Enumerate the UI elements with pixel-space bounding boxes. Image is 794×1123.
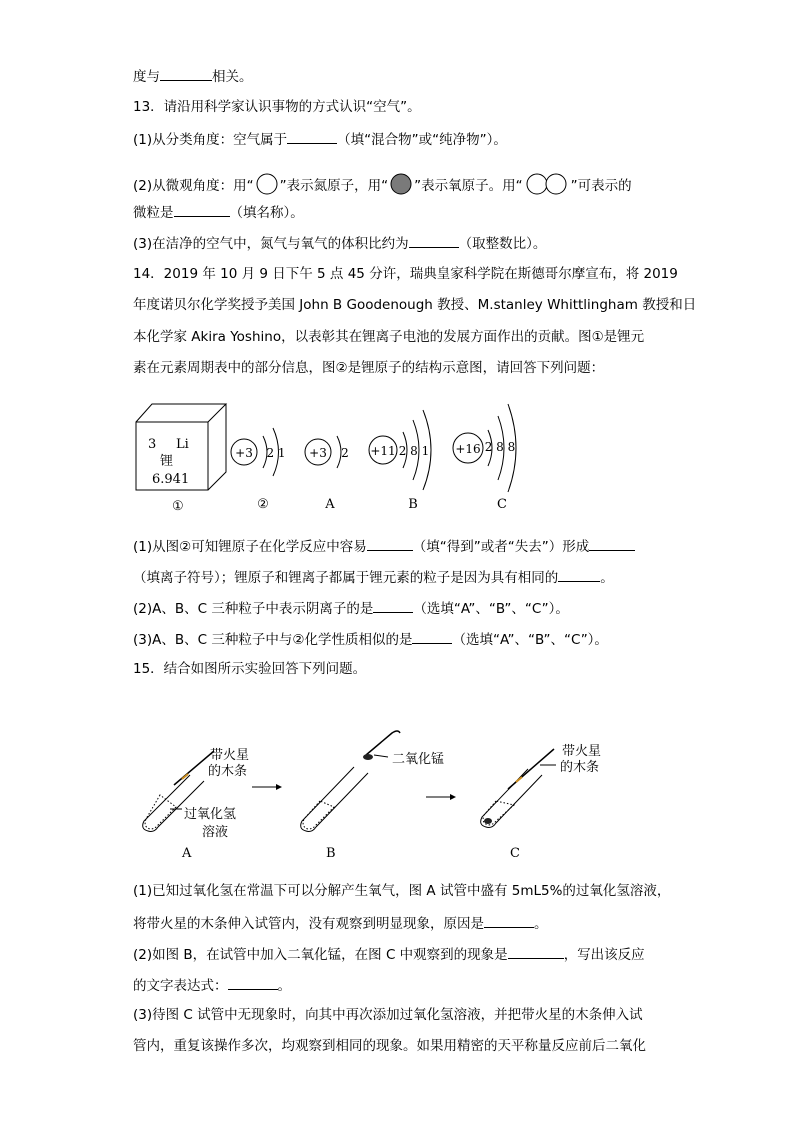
answer-blank[interactable] bbox=[589, 536, 635, 551]
answer-blank[interactable] bbox=[373, 598, 413, 613]
text: (3)A、B、C 三种粒子中与②化学性质相似的是 bbox=[133, 632, 413, 648]
figure-label: B bbox=[408, 497, 418, 512]
figure-label: ② bbox=[257, 497, 269, 512]
answer-blank[interactable] bbox=[412, 629, 452, 644]
question-13-part-1 bbox=[133, 129, 507, 149]
text: 相关。 bbox=[212, 69, 253, 85]
electron-shells: 2 8 1 bbox=[398, 444, 430, 458]
electron-shells: 2 1 bbox=[266, 446, 286, 460]
question-14-part-1 bbox=[133, 536, 635, 556]
answer-blank[interactable] bbox=[228, 975, 278, 990]
answer-blank[interactable] bbox=[508, 944, 564, 959]
element-name: 锂 bbox=[160, 454, 174, 469]
nitrogen-molecule-icon bbox=[523, 173, 571, 199]
label-splint: 带火星 bbox=[210, 748, 250, 763]
question-13-title: 13．请沿用科学家认识事物的方式认识“空气”。 bbox=[133, 99, 421, 115]
text: （选填“A”、“B”、“C”）。 bbox=[452, 632, 608, 648]
question-14-part-2 bbox=[133, 598, 569, 618]
element-cell-diagram bbox=[136, 404, 226, 514]
text: 将带火星的木条伸入试管内，没有观察到明显现象，原因是 bbox=[133, 916, 484, 932]
test-tube-a bbox=[143, 747, 249, 861]
arrow-icon bbox=[426, 794, 456, 800]
test-tube-c bbox=[481, 743, 601, 861]
text: (1)从分类角度：空气属于 bbox=[133, 132, 288, 148]
figure-label: C bbox=[497, 497, 507, 512]
label-splint: 的木条 bbox=[208, 764, 248, 779]
figure-label: C bbox=[510, 846, 520, 861]
text: 微粒是 bbox=[133, 205, 174, 221]
text: (1)从图②可知锂原子在化学反应中容易 bbox=[133, 539, 367, 555]
atomic-number: 3 bbox=[148, 437, 157, 452]
text: 。 bbox=[600, 570, 614, 586]
text: （填离子符号）；锂原子和锂离子都属于锂元素的粒子是因为具有相同的 bbox=[133, 570, 559, 586]
atom-diagram bbox=[369, 410, 431, 512]
figure-label: B bbox=[326, 846, 336, 861]
text: (2)A、B、C 三种粒子中表示阴离子的是 bbox=[133, 601, 374, 617]
question-15-part-3-cont: 管内，重复该操作多次，均观察到相同的现象。如果用精密的天平称量反应前后二氧化 bbox=[133, 1038, 646, 1054]
nucleus-charge: +16 bbox=[455, 442, 481, 456]
arrow-icon bbox=[252, 784, 282, 790]
question-15-title: 15．结合如图所示实验回答下列问题。 bbox=[133, 661, 367, 677]
text: 。 bbox=[277, 978, 291, 994]
answer-blank[interactable] bbox=[160, 66, 212, 81]
nucleus-charge: +3 bbox=[235, 446, 253, 460]
label-splint: 的木条 bbox=[560, 760, 600, 775]
oxygen-atom-icon bbox=[388, 173, 414, 199]
line-prev-end bbox=[133, 66, 253, 86]
atom-diagram bbox=[305, 436, 349, 512]
atom-structure-figure bbox=[130, 392, 550, 518]
text: ，写出该反应 bbox=[563, 947, 645, 963]
text: （填“得到”或者“失去”）形成 bbox=[412, 539, 590, 555]
test-tube-b bbox=[301, 731, 444, 861]
atom-diagram bbox=[453, 404, 516, 512]
nitrogen-atom-icon bbox=[254, 173, 280, 199]
question-14-text-2: 年度诺贝尔化学奖授予美国 John B Goodenough 教授、M.stanley Whittlingham 教授和日 bbox=[133, 297, 697, 313]
question-15-part-3: (3)待图 C 试管中无现象时，向其中再次添加过氧化氢溶液，并把带火星的木条伸入试 bbox=[133, 1007, 643, 1023]
text: （取整数比）。 bbox=[458, 236, 547, 252]
question-14-text-3: 本化学家 Akira Yoshino，以表彰其在锂离子电池的发展方面作出的贡献。图①是锂元 bbox=[133, 329, 645, 345]
text: (2)如图 B，在试管中加入二氧化锰，在图 C 中观察到的现象是 bbox=[133, 947, 508, 963]
experiment-figure bbox=[130, 725, 660, 865]
question-14-text-1: 14．2019 年 10 月 9 日下午 5 点 45 分许，瑞典皇家科学院在斯德哥尔摩宣布，将 2019 bbox=[133, 266, 678, 282]
answer-blank[interactable] bbox=[484, 913, 534, 928]
text: （填“混合物”或“纯净物”）。 bbox=[337, 132, 507, 148]
text: 的文字表达式： bbox=[133, 978, 228, 994]
nucleus-charge: +3 bbox=[309, 446, 327, 460]
atom-diagram bbox=[231, 428, 286, 512]
label-splint: 带火星 bbox=[562, 744, 602, 759]
label-solution: 溶液 bbox=[202, 825, 229, 840]
text: （填名称）。 bbox=[229, 205, 304, 221]
question-13-part-2-cont bbox=[133, 202, 304, 222]
text: (2)从微观角度：用“ bbox=[133, 178, 254, 194]
figure-label: A bbox=[325, 497, 335, 512]
answer-blank[interactable] bbox=[174, 202, 230, 217]
text: (3)在洁净的空气中，氮气与氧气的体积比约为 bbox=[133, 236, 409, 252]
answer-blank[interactable] bbox=[409, 233, 459, 248]
question-14-part-3 bbox=[133, 629, 608, 649]
question-15-part-2 bbox=[133, 944, 645, 964]
text: ”可表示的 bbox=[570, 178, 632, 194]
question-13-part-2 bbox=[133, 173, 632, 199]
question-13-part-3 bbox=[133, 233, 546, 253]
electron-shells: 2 8 8 bbox=[484, 440, 516, 454]
label-manganese-dioxide: 二氧化锰 bbox=[392, 752, 445, 767]
figure-label: A bbox=[182, 846, 192, 861]
question-15-part-2-cont bbox=[133, 975, 291, 995]
question-15-part-1: (1)已知过氧化氢在常温下可以分解产生氧气，图 A 试管中盛有 5mL5%的过氧化氢溶液， bbox=[133, 883, 671, 899]
nucleus-charge: +11 bbox=[370, 444, 396, 458]
element-symbol: Li bbox=[176, 437, 189, 452]
electron-shells: 2 bbox=[341, 446, 349, 460]
text: 。 bbox=[534, 916, 548, 932]
text: ”表示氧原子。用“ bbox=[414, 178, 523, 194]
atomic-mass: 6.941 bbox=[152, 472, 190, 487]
text: ”表示氮原子，用“ bbox=[279, 178, 389, 194]
question-15-part-1-cont bbox=[133, 913, 548, 933]
text: （选填“A”、“B”、“C”）。 bbox=[413, 601, 569, 617]
text: 度与 bbox=[133, 69, 160, 85]
answer-blank[interactable] bbox=[558, 567, 600, 582]
figure-label: ① bbox=[172, 499, 184, 514]
answer-blank[interactable] bbox=[287, 129, 337, 144]
answer-blank[interactable] bbox=[367, 536, 413, 551]
label-solution: 过氧化氢 bbox=[184, 807, 237, 822]
question-14-text-4: 素在元素周期表中的部分信息，图②是锂原子的结构示意图，请回答下列问题： bbox=[133, 360, 605, 376]
question-14-part-1-cont bbox=[133, 567, 614, 587]
